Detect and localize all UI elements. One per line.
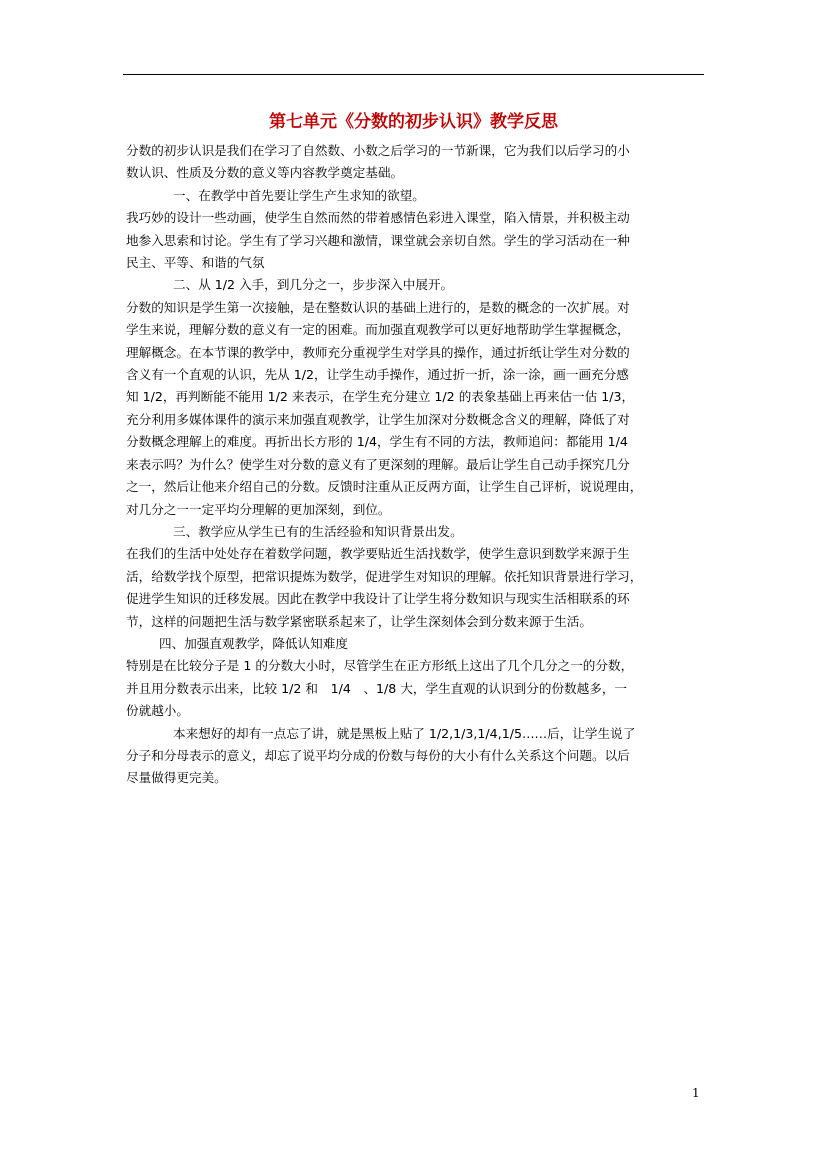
header-rule xyxy=(123,74,704,75)
paragraph-line: 特别是在比较分子是 1 的分数大小时，尽管学生在正方形纸上这出了几个几分之一的分数， xyxy=(126,658,634,674)
paragraph-line: 分数的知识是学生第一次接触，是在整数认识的基础上进行的，是数的概念的一次扩展。对 xyxy=(126,299,630,315)
document-body xyxy=(126,140,704,790)
section-heading: 四、加强直观教学，降低认知难度 xyxy=(159,635,348,651)
paragraph-line: 节，这样的问题把生活与数学紧密联系起来了，让学生深刻体会到分数来源于生活。 xyxy=(126,613,592,629)
section-heading: 三、教学应从学生已有的生活经验和知识背景出发。 xyxy=(173,523,463,539)
paragraph-line: 学生来说，理解分数的意义有一定的困难。而加强直观教学可以更好地帮助学生掌握概念， xyxy=(126,322,630,338)
page-number: 1 xyxy=(692,1086,700,1100)
paragraph-line: 来表示吗？为什么？使学生对分数的意义有了更深刻的理解。最后让学生自己动手探究几分 xyxy=(126,456,630,472)
paragraph-line: 理解概念。在本节课的教学中，教师充分重视学生对学具的操作，通过折纸让学生对分数的 xyxy=(126,344,630,360)
paragraph-line: 在我们的生活中处处存在着数学问题，教学要贴近生活找数学，使学生意识到数学来源于生 xyxy=(126,546,630,562)
paragraph-line: 我巧妙的设计一些动画，使学生自然而然的带着感情色彩进入课堂，陷入情景，并积极主动 xyxy=(126,210,630,226)
paragraph-line: 含义有一个直观的认识，先从 1/2，让学生动手操作，通过折一折，涂一涂，画一画充分感 xyxy=(126,367,629,383)
paragraph-line: 分数的初步认识是我们在学习了自然数、小数之后学习的一节新课，它为我们以后学习的小 xyxy=(126,143,630,158)
document-title: 第七单元《分数的初步认识》教学反思 xyxy=(269,112,558,132)
paragraph-line: 份就越小。 xyxy=(126,703,189,719)
paragraph-line: 数认识、性质及分数的意义等内容教学奠定基础。 xyxy=(126,165,404,181)
paragraph-line: 之一，然后让他来介绍自己的分数。反馈时注重从正反两方面，让学生自己评析，说说理由， xyxy=(126,479,643,495)
section-heading: 二、从 1/2 入手，到几分之一，步步深入中展开。 xyxy=(173,277,454,293)
paragraph-line: 对几分之一一定平均分理解的更加深刻，到位。 xyxy=(126,501,391,517)
paragraph-line: 分数概念理解上的难度。再折出长方形的 1/4，学生有不同的方法，教师追问：都能用 1/4 xyxy=(126,434,628,450)
paragraph-line: 民主、平等、和谐的气氛 xyxy=(126,255,265,271)
section-heading: 一、在教学中首先要让学生产生求知的欲望。 xyxy=(173,187,425,203)
paragraph-line: 尽量做得更完美。 xyxy=(126,770,227,786)
paragraph-line: 活，给数学找个原型，把常识提炼为数学，促进学生对知识的理解。依托知识背景进行学习， xyxy=(126,568,643,584)
paragraph-line: 并且用分数表示出来，比较 1/2 和 1/4 、1/8 大，学生直观的认识到分的份数越多，一 xyxy=(126,680,628,696)
paragraph-line: 本来想好的却有一点忘了讲，就是黑板上贴了 1/2,1/3,1/4,1/5……后，让学生说了 xyxy=(173,725,636,741)
paragraph-line: 知 1/2，再判断能不能用 1/2 来表示，在学生充分建立 1/2 的表象基础上再来估一估 1/3， xyxy=(126,389,635,405)
paragraph-line: 促进学生知识的迁移发展。因此在教学中我设计了让学生将分数知识与现实生活相联系的环 xyxy=(126,591,630,607)
paragraph-line: 充分利用多媒体课件的演示来加强直观教学，让学生加深对分数概念含义的理解，降低了对 xyxy=(126,411,630,427)
paragraph-line: 分子和分母表示的意义，却忘了说平均分成的份数与每份的大小有什么关系这个问题。以后 xyxy=(126,747,630,763)
paragraph-line: 地参入思索和讨论。学生有了学习兴趣和激情，课堂就会亲切自然。学生的学习活动在一种 xyxy=(126,232,630,248)
